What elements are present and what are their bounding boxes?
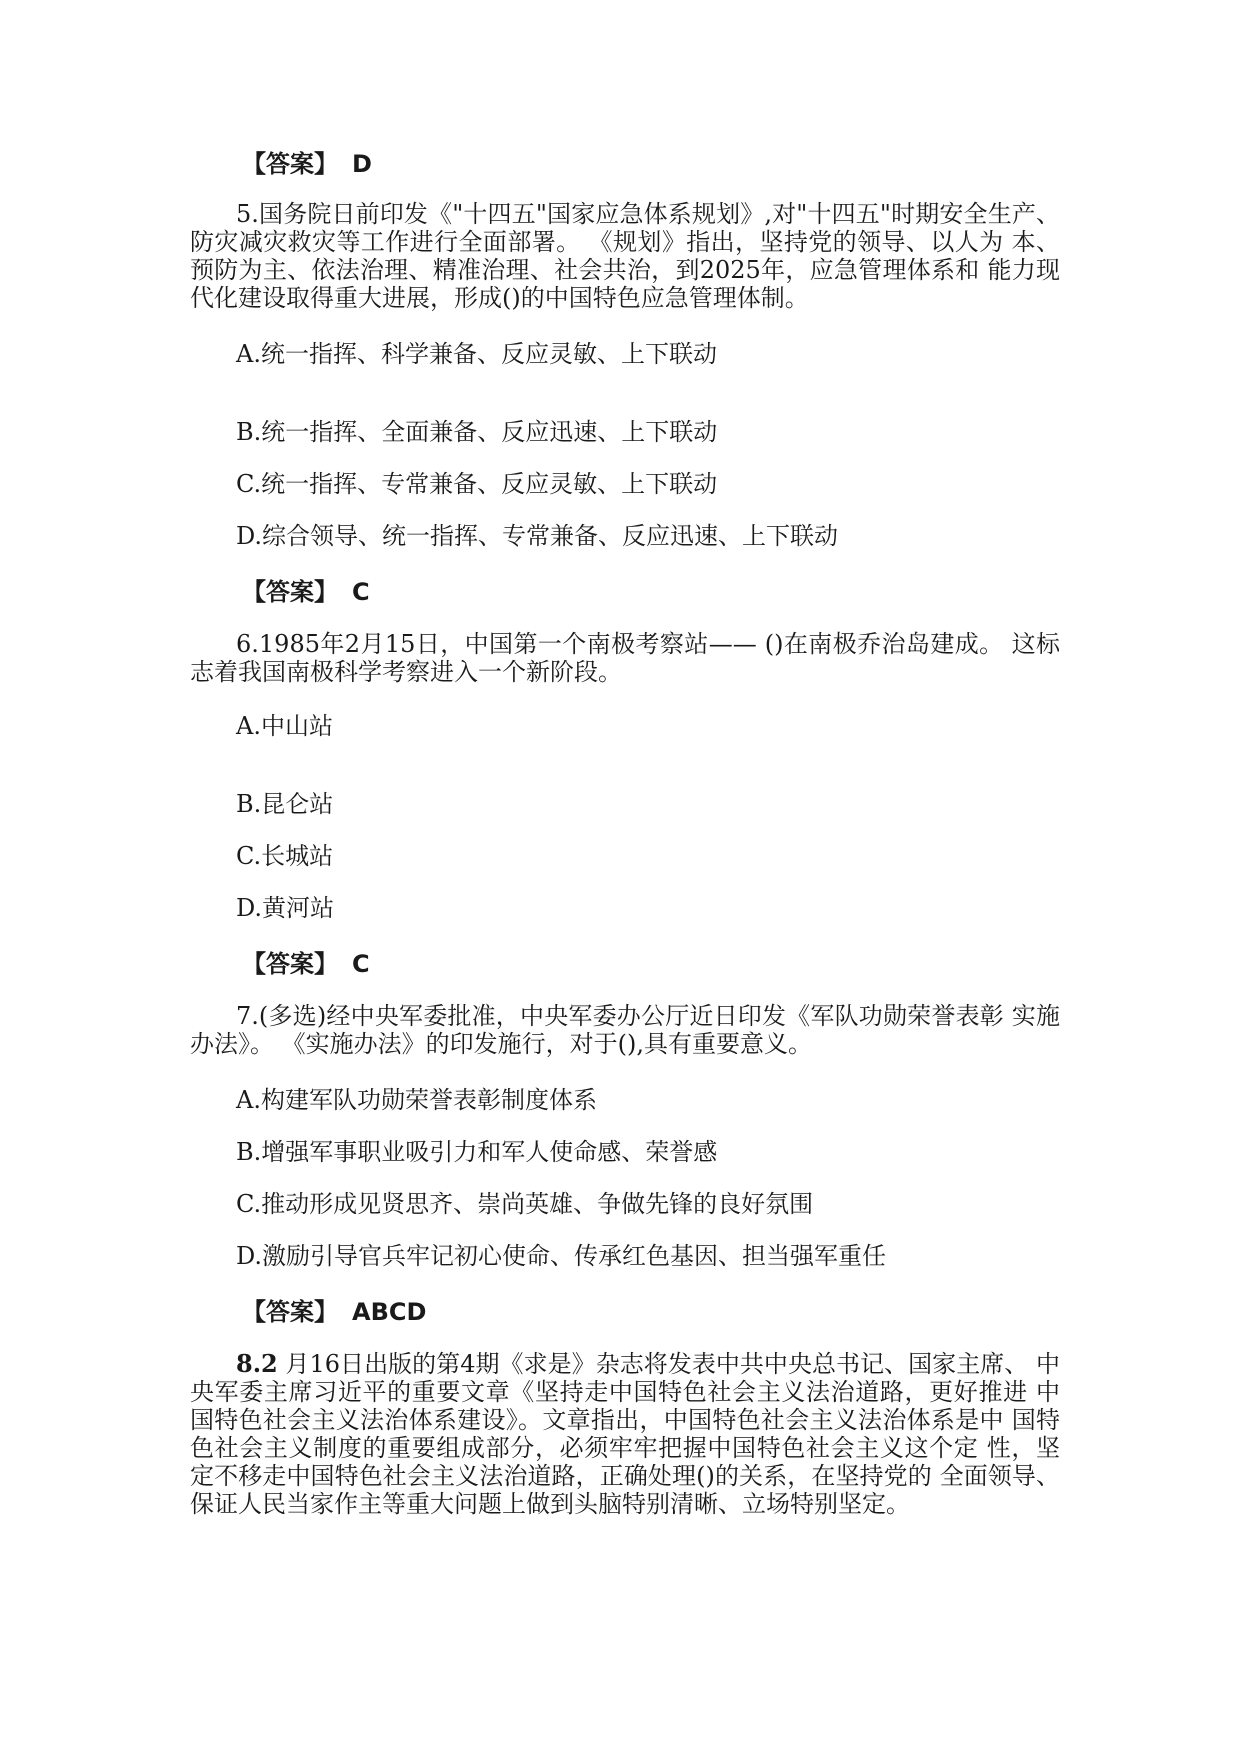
question-6-option-c: C.长城站 (236, 842, 334, 870)
question-8-number: 8.2 (236, 1349, 278, 1378)
question-8-text: 月16日出版的第4期《求是》杂志将发表中共中央总书记、国家主席、 中央军委主席习近平的重要文章《坚持走中国特色社会主义法治道路，更好推进 中国特色社会主义法治体系建设》。文章指出，中国特色社会主义法治体系是中 国特色社会主义制度的重要组成部分，必须牢牢把握中国特色社会主义这个定 性，坚定不移走中国特色社会主义法治道路，正确处理()的关系，在坚持党的 全面领导、保证人民当家作主等重大问题上做到头脑特别清晰、立场特别坚定。 (190, 1350, 1060, 1518)
answer-value: ABCD (352, 1298, 427, 1326)
answer-line-q7 (242, 1298, 426, 1326)
answer-value: D (352, 150, 372, 178)
answer-label: 【答案】 (242, 150, 338, 178)
question-5-option-b: B.统一指挥、全面兼备、反应迅速、上下联动 (236, 418, 718, 446)
question-7-option-d: D.激励引导官兵牢记初心使命、传承红色基因、担当强军重任 (236, 1242, 887, 1270)
answer-line-q5 (242, 578, 370, 606)
question-7-option-c: C.推动形成见贤思齐、崇尚英雄、争做先锋的良好氛围 (236, 1190, 814, 1218)
question-5-option-c: C.统一指挥、专常兼备、反应灵敏、上下联动 (236, 470, 718, 498)
question-7-option-b: B.增强军事职业吸引力和军人使命感、荣誉感 (236, 1138, 718, 1166)
question-5-option-d: D.综合领导、统一指挥、专常兼备、反应迅速、上下联动 (236, 522, 839, 550)
answer-value: C (352, 950, 370, 978)
answer-label: 【答案】 (242, 1298, 338, 1326)
question-5-option-a: A.统一指挥、科学兼备、反应灵敏、上下联动 (236, 340, 717, 368)
question-6-option-b: B.昆仑站 (236, 790, 334, 818)
question-7-stem: 7.(多选)经中央军委批准，中央军委办公厅近日印发《军队功勋荣誉表彰 实施办法》。 《实施办法》的印发施行，对于(),具有重要意义。 (190, 1002, 1060, 1058)
question-7-option-a: A.构建军队功勋荣誉表彰制度体系 (236, 1086, 597, 1114)
answer-label: 【答案】 (242, 950, 338, 978)
question-6-option-d: D.黄河站 (236, 894, 335, 922)
question-6-stem: 6.1985年2月15日，中国第一个南极考察站—— ()在南极乔治岛建成。 这标志着我国南极科学考察进入一个新阶段。 (190, 630, 1060, 686)
question-6-option-a: A.中山站 (236, 712, 333, 740)
answer-label: 【答案】 (242, 578, 338, 606)
answer-line-q6 (242, 950, 370, 978)
answer-value: C (352, 578, 370, 606)
answer-line-q4 (242, 150, 372, 178)
question-5-stem: 5.国务院日前印发《"十四五"国家应急体系规划》,对"十四五"时期安全生产、防灾减灾救灾等工作进行全面部署。 《规划》指出，坚持党的领导、以人为 本、预防为主、依法治理、精准治理、社会共治，到2025年，应急管理体系和 能力现代化建设取得重大进展，形成()的中国特色应急管理体制。 (190, 200, 1060, 312)
question-8-stem (190, 1350, 1060, 1518)
